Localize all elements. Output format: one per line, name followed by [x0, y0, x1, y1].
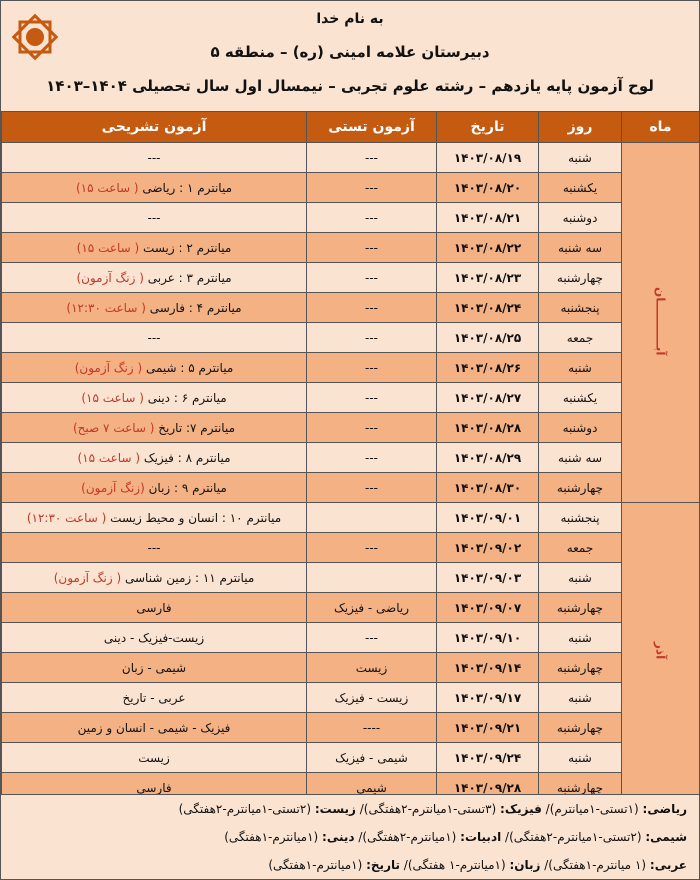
- cell-test-exam: ---: [307, 413, 437, 443]
- table-row: [2, 293, 700, 323]
- exam-time-note: (زنگ آزمون): [81, 480, 145, 495]
- cell-test-exam: ---: [307, 623, 437, 653]
- header-descriptive-exam: آزمون تشریحی: [2, 112, 307, 143]
- cell-test-exam: ---: [307, 203, 437, 233]
- exam-time-note: ( ساعت ۷ صبح): [72, 420, 155, 435]
- cell-day: شنبه: [539, 623, 622, 653]
- table-header-row: [2, 112, 700, 143]
- table-row: [2, 563, 700, 593]
- cell-date: ۱۴۰۳/۰۹/۲۴: [437, 743, 539, 773]
- cell-day: چهارشنبه: [539, 713, 622, 743]
- table-row: [2, 653, 700, 683]
- table-row: [2, 743, 700, 773]
- cell-test-exam: ----: [307, 713, 437, 743]
- exam-schedule-table: [1, 111, 700, 803]
- cell-day: یکشنبه: [539, 383, 622, 413]
- cell-day: شنبه: [539, 563, 622, 593]
- exam-subject: میانترم ۱۰ : انسان و محیط زیست: [110, 510, 282, 525]
- footer-line-2: شیمی: (۲تستی-۱میانترم-۲هفتگی)/ ادبیات: (۱میانترم-۲هفتگی)/ دینی: (۱میانترم-۱هفتگی): [224, 830, 687, 844]
- cell-descriptive-exam: [2, 323, 307, 353]
- table-row: [2, 233, 700, 263]
- cell-test-exam: ---: [307, 143, 437, 173]
- cell-day: دوشنبه: [539, 413, 622, 443]
- cell-test-exam: ---: [307, 323, 437, 353]
- cell-test-exam: ---: [307, 353, 437, 383]
- exam-subject: میانترم ۲ : زیست: [143, 240, 232, 255]
- cell-date: ۱۴۰۳/۰۸/۲۳: [437, 263, 539, 293]
- header-date: تاریخ: [437, 112, 539, 143]
- exam-subject: ---: [147, 150, 161, 165]
- page-title: لوح آزمون پایه یازدهم – رشته علوم تجربی – نیمسال اول سال تحصیلی ۱۴۰۴–۱۴۰۳: [46, 77, 654, 95]
- cell-day: جمعه: [539, 323, 622, 353]
- cell-date: ۱۴۰۳/۰۸/۲۶: [437, 353, 539, 383]
- table-row: [2, 503, 700, 533]
- cell-descriptive-exam: [2, 143, 307, 173]
- cell-day: شنبه: [539, 683, 622, 713]
- cell-descriptive-exam: [2, 713, 307, 743]
- table-row: [2, 623, 700, 653]
- table-row: [2, 413, 700, 443]
- cell-descriptive-exam: [2, 743, 307, 773]
- table-row: [2, 443, 700, 473]
- cell-descriptive-exam: [2, 203, 307, 233]
- cell-descriptive-exam: [2, 473, 307, 503]
- cell-descriptive-exam: [2, 623, 307, 653]
- header-month: ماه: [622, 112, 700, 143]
- exam-subject: ---: [147, 330, 161, 345]
- cell-test-exam: ---: [307, 443, 437, 473]
- exam-time-note: ( ساعت ۱۵): [75, 180, 139, 195]
- cell-date: ۱۴۰۳/۰۹/۰۷: [437, 593, 539, 623]
- cell-descriptive-exam: [2, 593, 307, 623]
- cell-day: سه شنبه: [539, 443, 622, 473]
- table-row: [2, 323, 700, 353]
- exam-subject: فارسی: [136, 600, 172, 615]
- cell-day: چهارشنبه: [539, 473, 622, 503]
- exam-subject: میانترم ۷: تاریخ: [158, 420, 236, 435]
- cell-descriptive-exam: [2, 293, 307, 323]
- month-aban: آبـــــــــــان: [622, 143, 700, 503]
- month-azar: آذر: [622, 503, 700, 803]
- exam-subject: میانترم ۵ : شیمی: [145, 360, 234, 375]
- table-row: [2, 533, 700, 563]
- exam-time-note: ( زنگ آزمون): [53, 570, 122, 585]
- exam-subject: عربی - تاریخ: [122, 690, 186, 705]
- page-header: [1, 1, 699, 112]
- cell-date: ۱۴۰۳/۰۸/۲۱: [437, 203, 539, 233]
- table-row: [2, 353, 700, 383]
- cell-date: ۱۴۰۳/۰۹/۲۸: [437, 773, 539, 803]
- cell-test-exam: ---: [307, 383, 437, 413]
- cell-day: شنبه: [539, 743, 622, 773]
- table-row: [2, 143, 700, 173]
- exam-time-note: ( زنگ آزمون): [76, 270, 144, 285]
- cell-descriptive-exam: [2, 233, 307, 263]
- cell-day: پنجشنبه: [539, 503, 622, 533]
- cell-descriptive-exam: [2, 383, 307, 413]
- exam-time-note: ( ساعت ۱۵): [76, 240, 140, 255]
- cell-test-exam: ---: [307, 473, 437, 503]
- exam-subject: زیست: [138, 750, 170, 765]
- cell-day: شنبه: [539, 353, 622, 383]
- cell-date: ۱۴۰۳/۰۸/۳۰: [437, 473, 539, 503]
- exam-subject: زیست-فیزیک - دینی: [103, 630, 205, 645]
- exam-subject: میانترم ۳ : عربی: [147, 270, 232, 285]
- header-day: روز: [539, 112, 622, 143]
- exam-subject: میانترم ۸ : فیزیک: [143, 450, 231, 465]
- cell-test-exam: ---: [307, 173, 437, 203]
- cell-test-exam: ---: [307, 293, 437, 323]
- cell-date: ۱۴۰۳/۰۸/۲۴: [437, 293, 539, 323]
- table-row: [2, 263, 700, 293]
- cell-day: سه شنبه: [539, 233, 622, 263]
- table-row: [2, 383, 700, 413]
- table-row: [2, 203, 700, 233]
- cell-descriptive-exam: [2, 683, 307, 713]
- cell-date: ۱۴۰۳/۰۹/۱۷: [437, 683, 539, 713]
- basmala-title: به نام خدا: [316, 11, 384, 27]
- cell-descriptive-exam: [2, 563, 307, 593]
- cell-date: ۱۴۰۳/۰۹/۱۰: [437, 623, 539, 653]
- cell-day: شنبه: [539, 143, 622, 173]
- cell-date: ۱۴۰۳/۰۹/۱۴: [437, 653, 539, 683]
- table-row: [2, 593, 700, 623]
- cell-test-exam: ---: [307, 263, 437, 293]
- exam-subject: میانترم ۱۱ : زمین شناسی: [124, 570, 255, 585]
- exam-subject: ---: [147, 540, 161, 555]
- cell-descriptive-exam: [2, 503, 307, 533]
- cell-test-exam: شیمی - فیزیک: [307, 743, 437, 773]
- table-row: [2, 683, 700, 713]
- school-name: دبیرستان علامه امینی (ره) – منطقه ۵: [210, 43, 490, 61]
- cell-day: دوشنبه: [539, 203, 622, 233]
- cell-descriptive-exam: [2, 263, 307, 293]
- cell-date: ۱۴۰۳/۰۹/۰۲: [437, 533, 539, 563]
- cell-descriptive-exam: [2, 413, 307, 443]
- cell-test-exam: [307, 563, 437, 593]
- cell-descriptive-exam: [2, 653, 307, 683]
- cell-day: یکشنبه: [539, 173, 622, 203]
- exam-counts-footer: [1, 794, 699, 879]
- cell-date: ۱۴۰۳/۰۹/۰۱: [437, 503, 539, 533]
- table-row: [2, 473, 700, 503]
- cell-date: ۱۴۰۳/۰۸/۱۹: [437, 143, 539, 173]
- exam-time-note: ( ساعت ۱۲:۳۰): [66, 300, 146, 315]
- cell-day: چهارشنبه: [539, 773, 622, 803]
- exam-time-note: ( زنگ آزمون): [74, 360, 143, 375]
- cell-test-exam: ریاضی - فیزیک: [307, 593, 437, 623]
- cell-day: چهارشنبه: [539, 593, 622, 623]
- footer-line-3: عربی: (۱ میانترم-۱هفتگی)/ زبان: (۱میانترم-۱ هفتگی)/ تاریخ: (۱میانترم-۱هفتگی): [268, 858, 687, 872]
- footer-line-1: ریاضی: (۱تستی-۱میانترم)/ فیزیک: (۳تستی-۱میانترم-۲هفتگی)/ زیست: (۲تستی-۱میانترم-۲هفتگی): [178, 802, 687, 816]
- cell-test-exam: زیست - فیزیک: [307, 683, 437, 713]
- cell-date: ۱۴۰۳/۰۸/۲۲: [437, 233, 539, 263]
- exam-time-note: ( ساعت ۱۲:۳۰): [26, 510, 107, 525]
- cell-date: ۱۴۰۳/۰۹/۰۳: [437, 563, 539, 593]
- cell-descriptive-exam: [2, 443, 307, 473]
- exam-subject: شیمی - زبان: [121, 660, 187, 675]
- header-test-exam: آزمون تستی: [307, 112, 437, 143]
- cell-date: ۱۴۰۳/۰۹/۲۱: [437, 713, 539, 743]
- exam-subject: میانترم ۶ : دینی: [147, 390, 227, 405]
- exam-subject: میانترم ۹ : زبان: [148, 480, 227, 495]
- table-row: [2, 173, 700, 203]
- cell-test-exam: [307, 503, 437, 533]
- cell-descriptive-exam: [2, 533, 307, 563]
- cell-descriptive-exam: [2, 353, 307, 383]
- exam-subject: فیزیک - شیمی - انسان و زمین: [77, 720, 231, 735]
- table-row: [2, 713, 700, 743]
- exam-time-note: ( ساعت ۱۵): [77, 450, 140, 465]
- cell-date: ۱۴۰۳/۰۸/۲۰: [437, 173, 539, 203]
- cell-date: ۱۴۰۳/۰۸/۲۷: [437, 383, 539, 413]
- exam-subject: میانترم ۴ : فارسی: [149, 300, 242, 315]
- cell-day: چهارشنبه: [539, 263, 622, 293]
- cell-date: ۱۴۰۳/۰۸/۲۵: [437, 323, 539, 353]
- exam-subject: فارسی: [136, 780, 172, 795]
- cell-test-exam: ---: [307, 533, 437, 563]
- cell-test-exam: زیست: [307, 653, 437, 683]
- cell-day: چهارشنبه: [539, 653, 622, 683]
- cell-day: جمعه: [539, 533, 622, 563]
- cell-date: ۱۴۰۳/۰۸/۲۸: [437, 413, 539, 443]
- cell-test-exam: شیمی: [307, 773, 437, 803]
- exam-subject: میانترم ۱ : ریاضی: [142, 180, 232, 195]
- cell-date: ۱۴۰۳/۰۸/۲۹: [437, 443, 539, 473]
- exam-time-note: ( ساعت ۱۵): [81, 390, 144, 405]
- cell-day: پنجشنبه: [539, 293, 622, 323]
- cell-descriptive-exam: [2, 173, 307, 203]
- exam-subject: ---: [147, 210, 161, 225]
- cell-test-exam: ---: [307, 233, 437, 263]
